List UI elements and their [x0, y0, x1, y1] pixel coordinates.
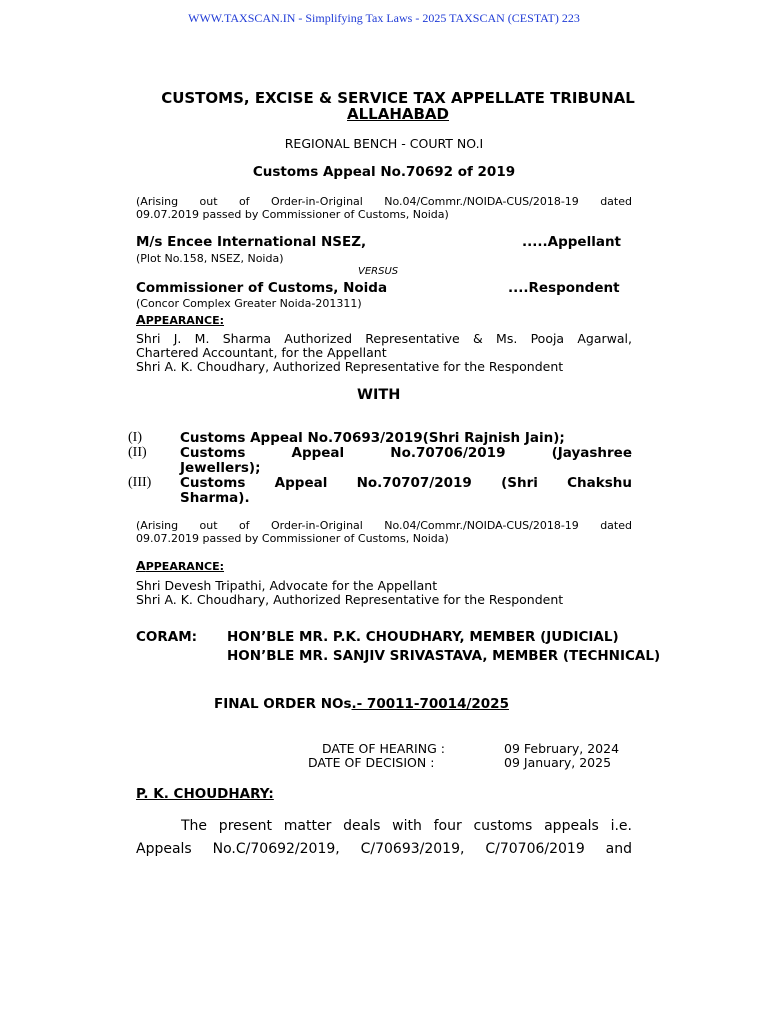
appearance-heading-1: APPEARANCE:: [136, 312, 225, 327]
paragraph-line-2: Appeals No.C/70692/2019, C/70693/2019, C/70706/2019 and: [136, 841, 632, 857]
coram-member-2: HON’BLE MR. SANJIV SRIVASTAVA, MEMBER (TECHNICAL): [227, 648, 661, 664]
list-item-3-cont: Sharma).: [180, 490, 250, 506]
list-number-3: (III): [128, 475, 152, 490]
appearance-2-line-2: Shri A. K. Choudhary, Authorized Representative for the Respondent: [136, 592, 564, 607]
appearance-1-line-1: Shri J. M. Sharma Authorized Representative & Ms. Pooja Agarwal,: [136, 331, 632, 346]
tribunal-location: ALLAHABAD: [347, 105, 449, 123]
appeal-title: Customs Appeal No.70692 of 2019: [252, 164, 516, 180]
page-header: WWW.TAXSCAN.IN - Simplifying Tax Laws - 2025 TAXSCAN (CESTAT) 223: [188, 11, 580, 25]
paragraph-line-1: The present matter deals with four customs appeals i.e.: [181, 818, 632, 834]
appearance-2-line-1: Shri Devesh Tripathi, Advocate for the Appellant: [136, 578, 438, 593]
arising-2-line-2: 09.07.2019 passed by Commissioner of Customs, Noida): [136, 532, 449, 545]
tribunal-name: CUSTOMS, EXCISE & SERVICE TAX APPELLATE TRIBUNAL: [161, 89, 635, 107]
list-item-2-cont: Jewellers);: [180, 460, 261, 476]
decision-date-value: 09 January, 2025: [504, 755, 612, 770]
appearance-1-line-3: Shri A. K. Choudhary, Authorized Representative for the Respondent: [136, 359, 564, 374]
arising-line-2: 09.07.2019 passed by Commissioner of Customs, Noida): [136, 208, 449, 221]
appellant-role: .....Appellant: [522, 234, 622, 250]
appearance-1-line-2: Chartered Accountant, for the Appellant: [136, 345, 387, 360]
appellant-address: (Plot No.158, NSEZ, Noida): [136, 252, 284, 265]
respondent-name: Commissioner of Customs, Noida: [136, 280, 388, 296]
coram-label: CORAM:: [136, 629, 198, 645]
respondent-role: ....Respondent: [508, 280, 620, 296]
arising-line-1: (Arising out of Order-in-Original No.04/Commr./NOIDA-CUS/2018-19 dated: [136, 195, 632, 208]
list-item-1: Customs Appeal No.70693/2019(Shri Rajnish Jain);: [180, 430, 565, 446]
bench-name: REGIONAL BENCH - COURT NO.I: [284, 136, 484, 151]
list-number-2: (II): [128, 445, 147, 460]
list-number-1: (I): [128, 430, 142, 445]
versus-label: VERSUS: [358, 266, 399, 277]
appearance-heading-2: APPEARANCE:: [136, 558, 225, 573]
hearing-date-value: 09 February, 2024: [504, 741, 620, 756]
hearing-date-label: DATE OF HEARING :: [322, 741, 445, 756]
with-heading: WITH: [357, 387, 401, 403]
author-heading: P. K. CHOUDHARY:: [136, 786, 274, 802]
final-order-number: FINAL ORDER NOs.- 70011-70014/2025: [214, 696, 509, 712]
coram-member-1: HON’BLE MR. P.K. CHOUDHARY, MEMBER (JUDICIAL): [227, 629, 619, 645]
decision-date-label: DATE OF DECISION :: [308, 755, 435, 770]
arising-2-line-1: (Arising out of Order-in-Original No.04/Commr./NOIDA-CUS/2018-19 dated: [136, 519, 632, 532]
respondent-address: (Concor Complex Greater Noida-201311): [136, 297, 362, 310]
appellant-name: M/s Encee International NSEZ,: [136, 234, 367, 250]
list-item-2: Customs Appeal No.70706/2019 (Jayashree: [180, 445, 632, 461]
list-item-3: Customs Appeal No.70707/2019 (Shri Chakshu: [180, 475, 632, 491]
